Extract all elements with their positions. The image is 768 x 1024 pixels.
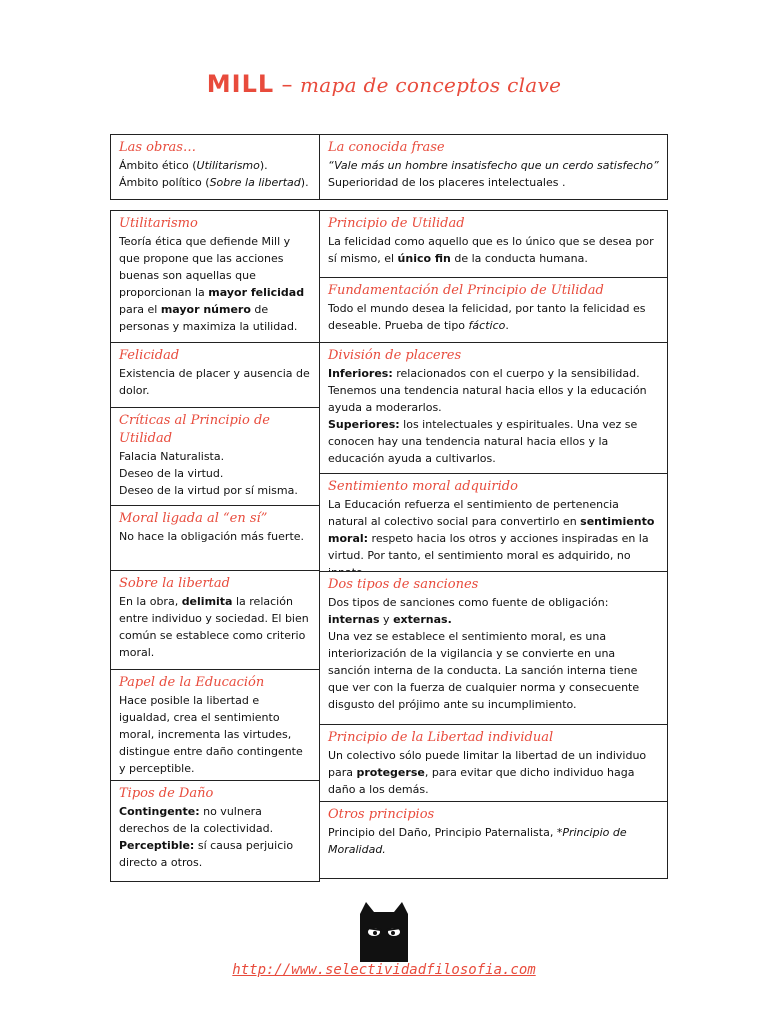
papel-educacion-box: [110, 669, 320, 781]
otros-principios-box: [319, 801, 668, 879]
las-obras-heading: Las obras…: [119, 140, 196, 155]
division-placeres-box: [319, 342, 668, 474]
title-subtitle: mapa de conceptos clave: [300, 73, 562, 97]
cat-mascot-icon: [352, 902, 416, 962]
criticas-item: Falacia Naturalista.: [119, 450, 225, 463]
sobre-libertad-text: En la obra, delimita la relación entre individuo y sociedad. El bien común se establece como criterio moral.: [119, 595, 309, 659]
libertad-individual-text: Un colectivo sólo puede limitar la libertad de un individuo para protegerse, para evitar que dicho individuo haga daño a los demás.: [328, 749, 647, 796]
utilitarismo-heading: Utilitarismo: [119, 216, 198, 231]
papel-educacion-text: Hace posible la libertad e igualdad, crea el sentimiento moral, incrementa las virtudes, distingue entre daño contingente y perceptible.: [119, 694, 303, 775]
sentimiento-moral-heading: Sentimiento moral adquirido: [328, 479, 518, 494]
fundamentacion-box: [319, 277, 668, 343]
criticas-item: Deseo de la virtud.: [119, 467, 224, 480]
conocida-frase-line2: Superioridad de los placeres intelectuales .: [328, 176, 566, 189]
moral-ligada-text: No hace la obligación más fuerte.: [119, 530, 305, 543]
tipos-dano-heading: Tipos de Daño: [119, 786, 214, 801]
division-superiores: Superiores: los intelectuales y espirituales. Una vez se conocen hay una tendencia natural hacia ellos y la educación ayuda a cultivarlos.: [328, 418, 638, 465]
conocida-frase-quote: “Vale más un hombre insatisfecho que un cerdo satisfecho”: [328, 159, 659, 172]
felicidad-box: [110, 342, 320, 408]
sanciones-text2: Una vez se establece el sentimiento moral, es una interiorización de la vigilancia y se convierte en una sanción interna de la conducta. La sanción interna tiene que ver con la fuerza de cualquier norma y consecuente disgusto del prójimo ante su incumplimiento.: [328, 630, 640, 711]
page-title: [0, 70, 768, 98]
principio-utilidad-text: La felicidad como aquello que es lo único que se desea por sí mismo, el único fin de la conducta humana.: [328, 235, 654, 265]
sobre-libertad-box: [110, 570, 320, 670]
title-main: MILL: [206, 70, 275, 98]
otros-principios-heading: Otros principios: [328, 807, 435, 822]
sanciones-box: [319, 571, 668, 725]
tipos-dano-contingente: Contingente: no vulnera derechos de la colectividad.: [119, 805, 274, 835]
sobre-libertad-heading: Sobre la libertad: [119, 576, 230, 591]
tipos-dano-perceptible: Perceptible: sí causa perjuicio directo a otros.: [119, 839, 294, 869]
sentimiento-moral-box: [319, 473, 668, 572]
fundamentacion-heading: Fundamentación del Principio de Utilidad: [328, 283, 604, 298]
felicidad-text: Existencia de placer y ausencia de dolor.: [119, 367, 310, 397]
title-dash: –: [274, 73, 301, 98]
moral-ligada-heading: Moral ligada al “en sí”: [119, 511, 268, 526]
libertad-individual-box: [319, 724, 668, 802]
division-placeres-heading: División de placeres: [328, 348, 462, 363]
las-obras-box: [110, 134, 320, 200]
fundamentacion-text: Todo el mundo desea la felicidad, por tanto la felicidad es deseable. Prueba de tipo fáctico.: [328, 302, 646, 332]
website-link[interactable]: http://www.selectividadfilosofia.com: [232, 962, 536, 978]
tipos-dano-box: [110, 780, 320, 882]
criticas-item: Deseo de la virtud por sí misma.: [119, 484, 298, 497]
libertad-individual-heading: Principio de la Libertad individual: [328, 730, 554, 745]
felicidad-heading: Felicidad: [119, 348, 180, 363]
utilitarismo-text: Teoría ética que defiende Mill y que propone que las acciones buenas son aquellas que proporcionan la mayor felicidad para el mayor número de personas y maximiza la utilidad.: [119, 235, 305, 333]
conocida-frase-box: [319, 134, 668, 200]
conocida-frase-heading: La conocida frase: [328, 140, 445, 155]
las-obras-line1: Ámbito ético (Utilitarismo).: [119, 159, 268, 172]
las-obras-line2: Ámbito político (Sobre la libertad).: [119, 176, 309, 189]
papel-educacion-heading: Papel de la Educación: [119, 675, 265, 690]
otros-principios-text: Principio del Daño, Principio Paternalista, *Principio de Moralidad.: [328, 826, 627, 856]
moral-ligada-box: [110, 505, 320, 571]
sanciones-heading: Dos tipos de sanciones: [328, 577, 479, 592]
criticas-box: [110, 407, 320, 506]
principio-utilidad-heading: Principio de Utilidad: [328, 216, 465, 231]
criticas-heading: Críticas al Principio de Utilidad: [119, 413, 270, 446]
division-inferiores: Inferiores: relacionados con el cuerpo y la sensibilidad. Tenemos una tendencia natural hacia ellos y la educación ayuda a moderarlos.: [328, 367, 647, 414]
sanciones-text1: Dos tipos de sanciones como fuente de obligación: internas y externas.: [328, 596, 609, 626]
utilitarismo-box: [110, 210, 320, 343]
sentimiento-moral-text: La Educación refuerza el sentimiento de pertenencia natural al colectivo social para convertirlo en sentimiento moral: respeto hacia los otros y acciones inspiradas en la virtud. Por tanto, el sentimiento moral es adquirido, no: [328, 498, 655, 562]
principio-utilidad-box: [319, 210, 668, 278]
